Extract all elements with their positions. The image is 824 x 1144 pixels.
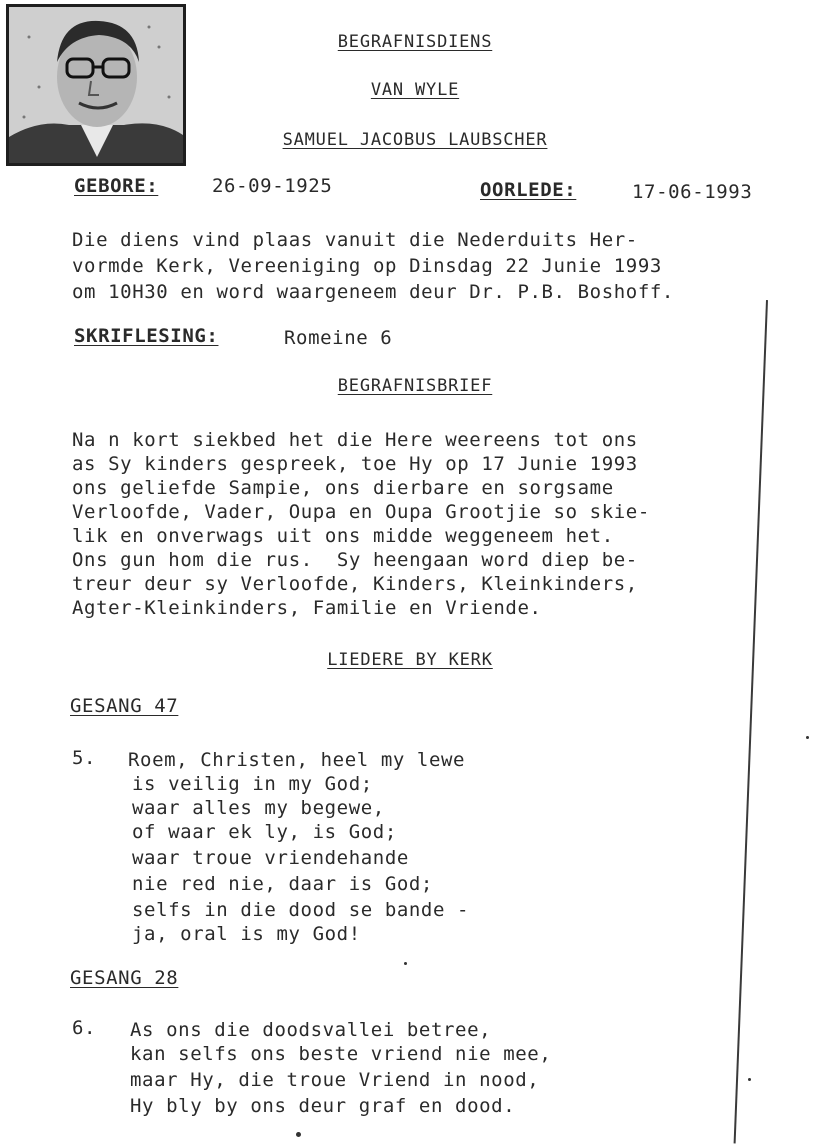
hymn1-verse-number: 5. — [72, 747, 97, 769]
scan-speck — [806, 736, 809, 739]
died-date: 17-06-1993 — [632, 181, 753, 203]
hymn1-line: is veilig in my God; — [132, 773, 373, 795]
hymn2-line: As ons die doodsvallei betree, — [130, 1019, 492, 1041]
letter-heading: BEGRAFNISBRIEF — [337, 376, 493, 396]
born-date: 26-09-1925 — [212, 175, 333, 197]
program-title: BEGRAFNISDIENS — [337, 32, 493, 52]
letter-line: treur deur sy Verloofde, Kinders, Kleinkinders, — [72, 573, 638, 595]
service-line: vormde Kerk, Vereeniging op Dinsdag 22 Junie 1993 — [72, 255, 662, 277]
reading-value: Romeine 6 — [284, 327, 393, 349]
hymn1-line: waar alles my begewe, — [132, 797, 385, 819]
letter-line: Verloofde, Vader, Oupa en Oupa Grootjie so skie- — [72, 501, 650, 523]
born-label: GEBORE: — [74, 175, 159, 197]
hymn1-line: Roem, Christen, heel my lewe — [128, 749, 466, 771]
service-line: om 10H30 en word waargeneem deur Dr. P.B. Boshoff. — [72, 281, 674, 303]
hymn1-title: GESANG 47 — [70, 695, 179, 717]
hymn2-title: GESANG 28 — [70, 967, 179, 989]
scan-speck — [296, 1132, 301, 1137]
portrait-photo — [6, 4, 186, 166]
hymn2-line: kan selfs ons beste vriend nie mee, — [130, 1043, 552, 1065]
scan-speck — [404, 962, 407, 965]
hymn1-line: ja, oral is my God! — [132, 923, 361, 945]
hymn2-line: maar Hy, die troue Vriend in nood, — [130, 1069, 540, 1091]
hymn1-line: of waar ek ly, is God; — [132, 821, 397, 843]
hymn2-verse-number: 6. — [72, 1017, 97, 1039]
page-edge-line — [734, 300, 768, 1143]
portrait-image — [9, 7, 183, 163]
program-subtitle: VAN WYLE — [370, 80, 460, 100]
hymn1-line: nie red nie, daar is God; — [132, 873, 433, 895]
letter-line: Na n kort siekbed het die Here weereens tot ons — [72, 429, 638, 451]
letter-line: Ons gun hom die rus. Sy heengaan word diep be- — [72, 549, 638, 571]
deceased-name: SAMUEL JACOBUS LAUBSCHER — [282, 130, 548, 150]
hymns-heading: LIEDERE BY KERK — [327, 650, 493, 670]
letter-line: Agter-Kleinkinders, Familie en Vriende. — [72, 597, 542, 619]
service-line: Die diens vind plaas vanuit die Nederduits Her- — [72, 229, 638, 251]
hymn1-line: selfs in die dood se bande - — [132, 899, 470, 921]
died-label: OORLEDE: — [480, 179, 577, 201]
hymn1-line: waar troue vriendehande — [132, 847, 409, 869]
letter-line: ons geliefde Sampie, ons dierbare en sorgsame — [72, 477, 614, 499]
letter-line: lik en onverwags uit ons midde weggeneem het. — [72, 525, 614, 547]
hymn2-line: Hy bly by ons deur graf en dood. — [130, 1095, 516, 1117]
letter-line: as Sy kinders gespreek, toe Hy op 17 Junie 1993 — [72, 453, 638, 475]
reading-label: SKRIFLESING: — [74, 325, 219, 347]
scan-speck — [748, 1078, 751, 1081]
